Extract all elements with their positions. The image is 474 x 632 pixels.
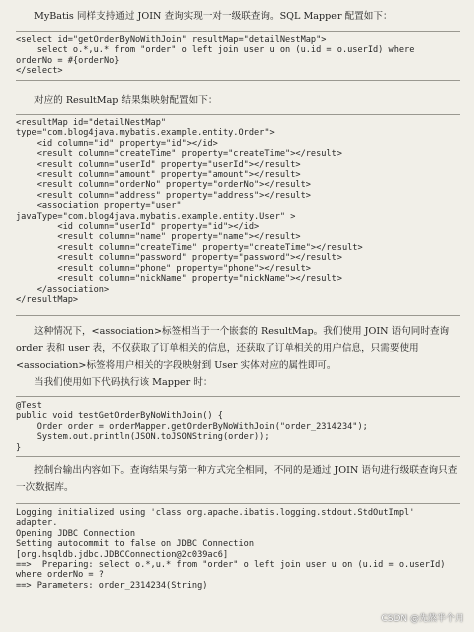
code-rule-bottom [16, 315, 460, 316]
code-rule-top [16, 503, 460, 504]
csdn-watermark: CSDN @先熬半个月 [381, 614, 464, 624]
explain-text: 这种情况下，<association>标签相当于一个嵌套的 ResultMap。我们使用 JOIN 语句同时查询 order 表和 user 表，不仅获取了订单相关的信息，还获取了订单相关的用户信息，只需要使用<association>标签将用户相关的字段映射到 User 实体对应的属性即可。 [16, 326, 450, 371]
resultmap-text: 对应的 ResultMap 结果集映射配置如下： [34, 95, 218, 106]
console-output-block: Logging initialized using 'class org.apache.ibatis.logging.stdout.StdOutImpl' adapter. Opening JDBC Connection Setting autocommit to false on JDBC Connection [org.hsqldb.jdbc.JDBCConnection@2c039ac6] ==> Preparing: select o.*,u.* from "order" o left join user u on (u.id = o.userId) where orderNo = ? ==> Parameters: order_2314234(String) [16, 508, 446, 591]
intro-text: MyBatis 同样支持通过 JOIN 查询实现一对一级联查询。SQL Mapper 配置如下： [34, 11, 393, 22]
intro-paragraph [16, 8, 458, 25]
resultmap-paragraph [16, 92, 458, 109]
code-rule-bottom [16, 456, 460, 457]
resultmap-code-block: <resultMap id="detailNestMap" type="com.blog4java.mybatis.example.entity.Order"> <id column="id" property="id"></id> <result column="createTime" property="createTime"></result> <result column="userId" property="userId"></result> <result column="amount" property="amount"></result> <result column="orderNo" property="orderNo"></result> <result column="address" property="address"></result> <association property="user" javaType="com.blog4java.mybatis.example.entity.User" > <id column="userId" property="id"></id> <result column="name" property="name"></result> <result column="createTime" property="createTime"></result> <result column="password" property="password"></result> <result column="phone" property="phone"></result> <result column="nickName" property="nickName"></result> </association> </resultMap> [16, 118, 363, 305]
select-code-block: <select id="getOrderByNoWithJoin" resultMap="detailNestMap"> select o.*,u.* from "order" o left join user u on (u.id = o.userId) where orderNo = #{orderNo} </select> [16, 35, 415, 77]
run-paragraph [16, 374, 458, 391]
explain-paragraph [16, 323, 458, 374]
console-paragraph [16, 462, 458, 496]
code-rule-top [16, 396, 460, 397]
console-text: 控制台输出内容如下。查询结果与第一种方式完全相同，不同的是通过 JOIN 语句进行级联查询只查一次数据库。 [16, 465, 458, 493]
test-code-block: @Test public void testGetOrderByNoWithJoin() { Order order = orderMapper.getOrderByNoWithJoin("order_2314234"); System.out.println(JSON.toJSONString(order)); } [16, 401, 368, 453]
code-rule-top [16, 31, 460, 32]
code-rule-top [16, 114, 460, 115]
code-rule-bottom [16, 80, 460, 81]
run-text: 当我们使用如下代码执行该 Mapper 时： [34, 377, 213, 388]
